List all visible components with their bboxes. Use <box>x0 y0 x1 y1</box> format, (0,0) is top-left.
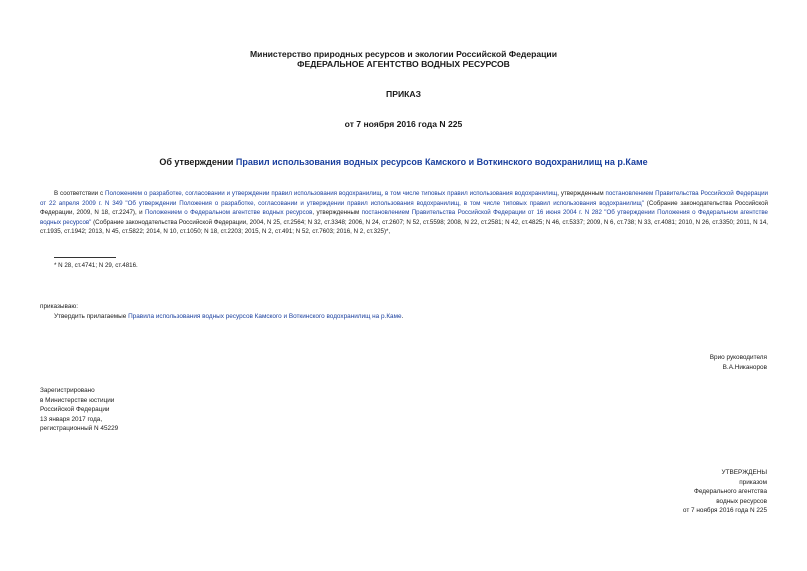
footnote: * N 28, ст.4741; N 29, ст.4816. <box>54 262 138 269</box>
registration-line-5: регистрационный N 45229 <box>40 425 119 433</box>
agency-name: ФЕДЕРАЛЬНОЕ АГЕНТСТВО ВОДНЫХ РЕСУРСОВ <box>297 59 510 69</box>
regulation-water-agency-link[interactable]: Положением о Федеральном агентстве водных ресурсов <box>144 209 313 217</box>
approve-suffix: . <box>401 313 404 320</box>
subject-prefix: Об утверждении <box>159 157 236 167</box>
registration-block <box>40 386 118 434</box>
registration-line-1: Зарегистрировано <box>40 387 95 394</box>
approval-line-1: УТВЕРЖДЕНЫ <box>721 469 767 476</box>
registration-line-2: в Министерстве юстиции <box>40 396 115 404</box>
preamble-text-2: , утвержденным <box>557 190 606 197</box>
subject-rules-link[interactable]: Правил использования водных ресурсов Камского и Воткинского водохранилищ на р.Каме <box>235 157 648 167</box>
footnote-divider <box>54 257 116 258</box>
preamble-paragraph <box>40 189 768 237</box>
regulation-reservoir-rules-link[interactable]: Положением о разработке, согласовании и утверждении правил использования водохранилищ, в том числе типовых правил использования водохранилищ <box>105 190 558 197</box>
preamble-text-3: (Собрание законодательства Российской Федерации, 2009, N 18, ст.2247), и <box>40 199 768 217</box>
approve-prefix: Утвердить прилагаемые <box>54 313 129 320</box>
preamble-text-1: В соответствии с <box>54 190 106 197</box>
decree-349-link[interactable]: постановлением Правительства Российской Федерации от 22 апреля 2009 г. N 349 "Об утверждении Положения о разработке, согласовании и утверждении правил использования водохранилищ, в том числе типовых правил использования водохранилищ" <box>40 190 768 207</box>
registration-line-4: 13 января 2017 года, <box>40 415 103 423</box>
approval-line-3: Федерального агентства <box>693 488 767 496</box>
preamble-text-4: , утвержденным <box>312 209 362 217</box>
approval-line-2: приказом <box>739 478 767 486</box>
document-subject <box>0 157 807 168</box>
ministry-name: Министерство природных ресурсов и экологии Российской Федерации <box>250 49 557 59</box>
decree-282-link[interactable]: постановлением Правительства Российской Федерации от 16 июня 2004 г. N 282 "Об утверждении Положения о Федеральном агентстве водных ресурсов" <box>40 209 769 226</box>
orders-label: приказываю: <box>40 303 78 310</box>
preamble-text-5: (Собрание законодательства Российской Федерации, 2004, N 25, ст.2564; N 32, ст.3348; 2006, N 24, ст.2607; N 52, ст.5598; 2008, N 22, ст.2581; N 42, ст.4825; N 46, ст.5337; 2009, N 6, ст.738; N 33, ст.4081; 2010, N 26, ст.3350; 2011, N 14, ст.1935, ст.1942; 2013, N 45, ст.5822; 2014, N 10, ст.1050; N 18, ст.2203; 2015, N 2, ст.491; N 52, ст.7603; 2016, N 2, ст.325)*, <box>40 218 769 236</box>
approved-rules-link[interactable]: Правила использования водных ресурсов Камского и Воткинского водохранилищ на р.Каме <box>128 313 402 320</box>
signer-name: В.А.Никаноров <box>722 363 767 371</box>
signer-block <box>710 353 767 372</box>
approval-line-4: водных ресурсов <box>716 497 767 505</box>
approval-block <box>683 468 767 516</box>
approval-line-5: от 7 ноября 2016 года N 225 <box>682 507 767 515</box>
registration-line-3: Российской Федерации <box>40 406 110 414</box>
approve-rules-line <box>54 312 403 321</box>
signer-position: Врио руководителя <box>709 354 767 361</box>
document-type: ПРИКАЗ <box>386 89 421 99</box>
document-date: от 7 ноября 2016 года N 225 <box>344 119 463 129</box>
